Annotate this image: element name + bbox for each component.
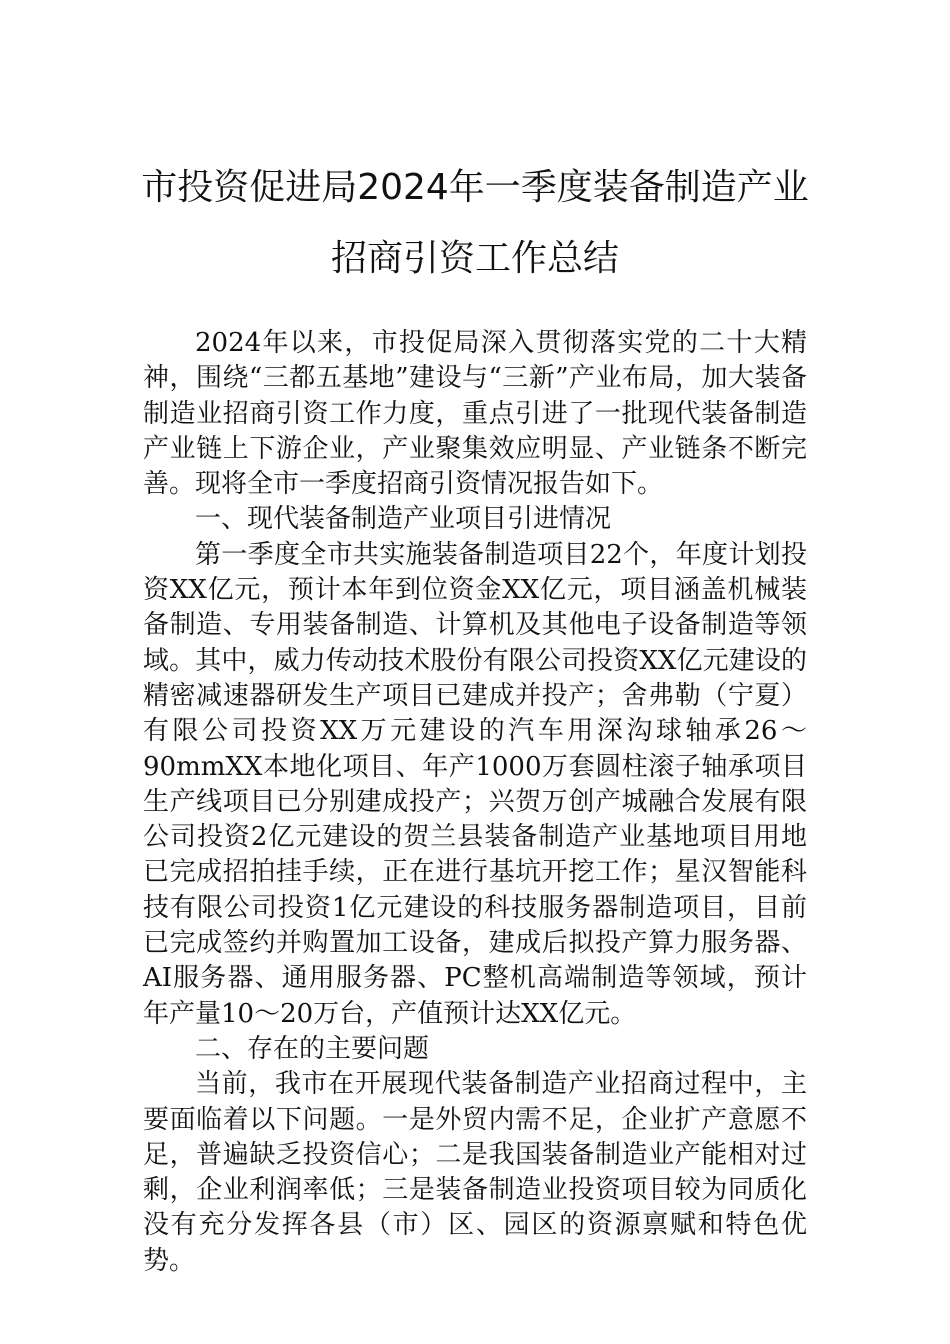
intro-paragraph: 2024年以来，市投促局深入贯彻落实党的二十大精神，围绕“三都五基地”建设与“三新”产业布局，加大装备制造业招商引资工作力度，重点引进了一批现代装备制造产业链上下游企业，产业聚集效应明显、产业链条不断完善。现将全市一季度招商引资情况报告如下。 [143,328,807,500]
document-body [143,326,807,1279]
section-2-paragraph: 当前，我市在开展现代装备制造产业招商过程中，主要面临着以下问题。一是外贸内需不足，企业扩产意愿不足，普遍缺乏投资信心；二是我国装备制造业产能相对过剩，企业利润率低；三是装备制造业投资项目较为同质化没有充分发挥各县（市）区、园区的资源禀赋和特色优势。 [143,1069,807,1276]
document-title-line-2: 招商引资工作总结 [330,238,619,279]
document-title-line-1: 市投资促进局2024年一季度装备制造产业 [141,167,809,208]
section-heading-1: 一、现代装备制造产业项目引进情况 [195,504,612,535]
section-heading-2: 二、存在的主要问题 [195,1033,430,1064]
section-1-paragraph: 第一季度全市共实施装备制造项目22个，年度计划投资XX亿元，预计本年到位资金XX亿元，项目涵盖机械装备制造、专用装备制造、计算机及其他电子设备制造等领域。其中，威力传动技术股份有限公司投资XX亿元建设的精密减速器研发生产项目已建成并投产；舍弗勒（宁夏）有限公司投资XX万元建设的汽车用深沟球轴承26～90mmXX本地化项目、年产1000万套圆柱滚子轴承项目生产线项目已分别建成投产；兴贺万创产城融合发展有限公司投资2亿元建设的贺兰县装备制造产业基地项目用地已完成招拍挂手续，正在进行基坑开挖工作；星汉智能科技有限公司投资1亿元建设的科技服务器制造项目，目前已完成签约并购置加工设备，建成后拟投产算力服务器、AI服务器、通用服务器、PC整机高端制造等领域，预计年产量10～20万台，产值预计达XX亿元。 [143,539,807,1029]
